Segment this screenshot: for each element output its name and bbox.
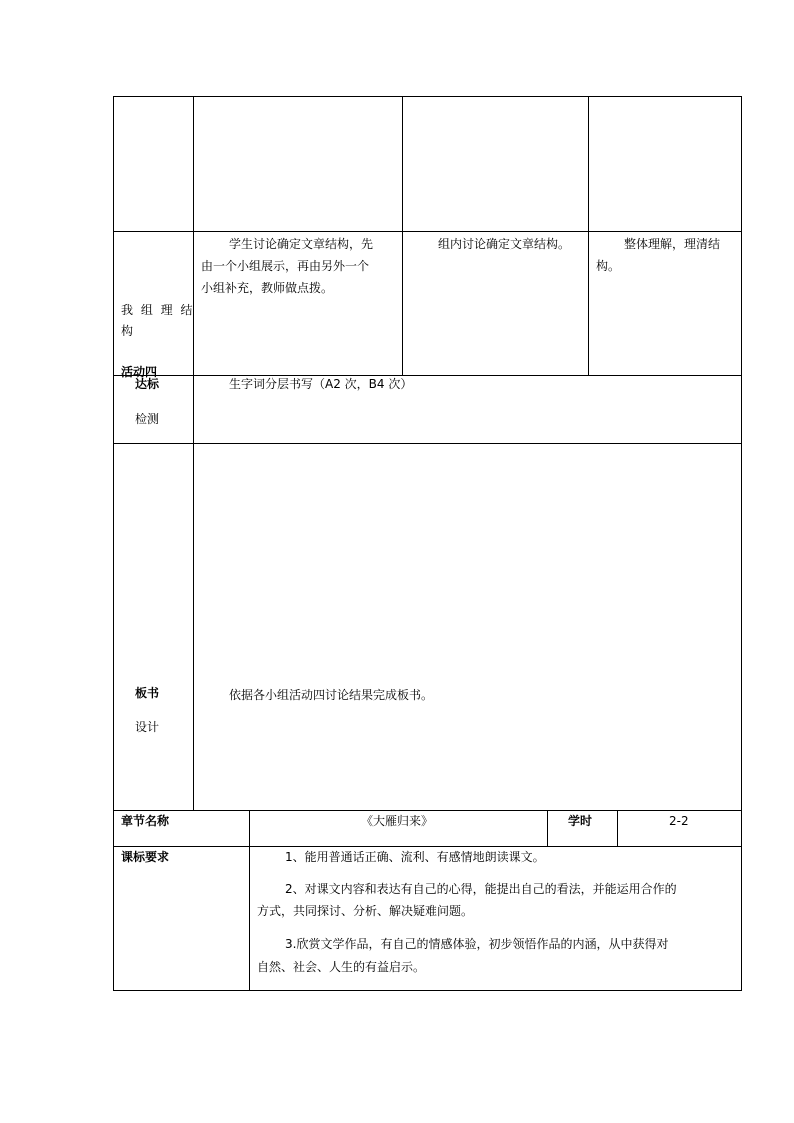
assessment-label-line2: 检测 [135,412,160,426]
period-label: 学时 [568,814,593,828]
column-divider [547,810,548,846]
column-divider [617,810,618,846]
chapter-name-label: 章节名称 [121,814,170,828]
board-label-line2: 设计 [135,720,160,734]
activity4-label: 活动四 [121,365,158,379]
table-border-right [741,96,742,991]
requirement-item-1: 1、能用普通话正确、流利、有感情地朗读课文。 [285,850,545,864]
design-intent-line1: 整体理解，理清结 [624,237,721,251]
row-divider [113,443,742,444]
assessment-content: 生字词分层书写（A2 次，B4 次） [229,377,413,391]
requirements-label: 课标要求 [121,850,170,864]
requirement-item-3-line1: 3.欣赏文学作品，有自己的情感体验，初步领悟作品的内涵，从中获得对 [285,937,669,951]
requirement-item-3-line2: 自然、社会、人生的有益启示。 [257,960,426,974]
table-border-left [113,96,114,991]
teacher-activity-line1: 学生讨论确定文章结构，先 [229,237,374,251]
column-divider [249,810,250,991]
table-border-bottom [113,990,742,991]
table-border-top [113,96,742,97]
design-intent-line2: 构。 [596,259,621,273]
chapter-name-value: 《大雁归来》 [361,814,434,828]
activity4-label-line2: 我 组 理 结 [121,303,195,317]
teacher-activity-line3: 小组补充，教师做点拨。 [201,281,334,295]
board-label: 板书 [135,686,160,700]
board-content: 依据各小组活动四讨论结果完成板书。 [229,688,434,702]
activity4-label-line3: 构 [121,324,134,338]
requirement-item-2-line1: 2、对课文内容和表达有自己的心得，能提出自己的看法，并能运用合作的 [285,882,677,896]
lesson-plan-table [113,96,742,991]
column-divider [588,96,589,375]
period-value: 2-2 [669,814,689,828]
row-divider [113,375,742,376]
requirement-item-2-line2: 方式，共同探讨、分析、解决疑难问题。 [257,904,474,918]
student-activity: 组内讨论确定文章结构。 [438,237,571,251]
teacher-activity-line2: 由一个小组展示，再由另外一个 [201,259,370,273]
column-divider [193,96,194,810]
assessment-label: 达标 [135,377,160,391]
column-divider [402,96,403,375]
